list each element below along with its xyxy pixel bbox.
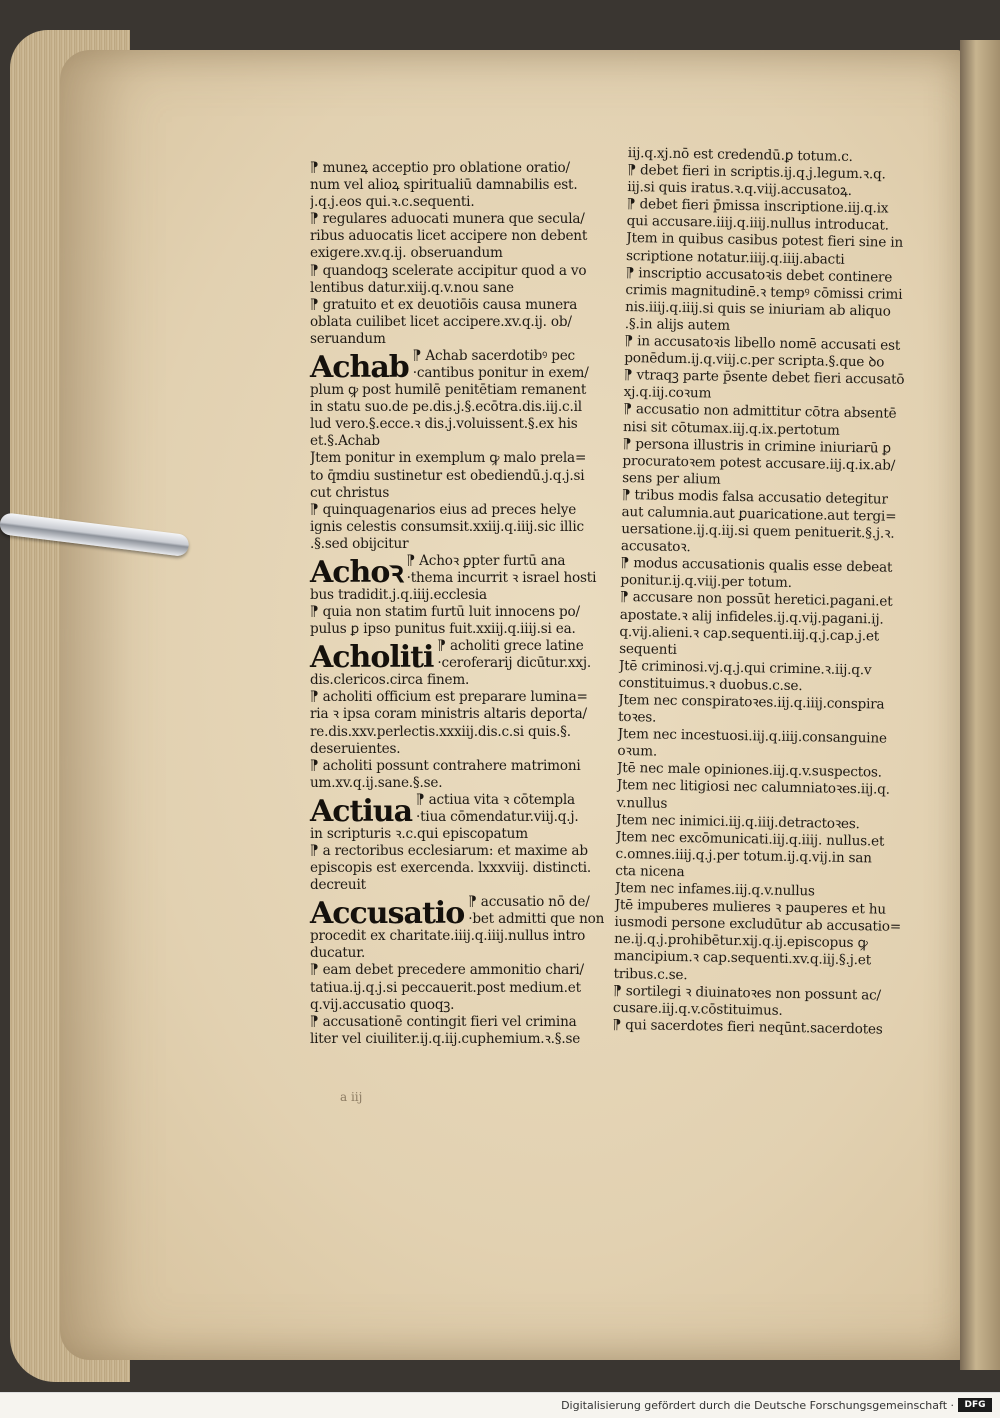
text-line: sens per alium xyxy=(622,469,721,488)
text-line: iusmodi persone excludūtur ab accusatio= xyxy=(614,914,902,936)
text-line: ⁋ quinquagenarios eius ad preces helye xyxy=(310,501,577,518)
entry-heading-achab xyxy=(310,348,618,386)
text-line: v.nullus xyxy=(616,794,668,812)
text-line: nis.iiij.q.iiij.si quis se iniuriam ab aliquo xyxy=(625,298,891,320)
text-line: seruandum xyxy=(310,330,386,347)
lemma-accusatio: Accusatio xyxy=(310,896,465,932)
text-line: ⁋ quia non statim furtū luit innocens po/ xyxy=(310,604,580,621)
lemma-achor: Achoꝛ xyxy=(310,554,403,590)
text-line: j.q.j.eos qui.ꝛ.c.sequenti. xyxy=(310,194,475,211)
text-line: Jtem nec conspiratoꝛes.iij.q.iiij.conspira xyxy=(618,691,885,713)
text-line: exigere.xv.q.ij. obseruandum xyxy=(310,245,503,262)
text-line: ducatur. xyxy=(310,945,366,962)
digitization-footer xyxy=(0,1392,1000,1418)
text-line: bus tradidit.j.q.iiij.ecclesia xyxy=(310,586,487,603)
text-line: ria ꝛ ipsa coram ministris altaris deporta/ xyxy=(310,706,587,723)
text-line: ⁋ persona illustris in crimine iniuriarū ꝑ xyxy=(622,435,892,457)
text-line: .§.sed obijcitur xyxy=(310,535,409,552)
text-line: in statu suo.de pe.dis.j.§.ecōtra.dis.iij.c.il xyxy=(310,399,582,416)
text-line: plum ꝙ post humilē penitētiam remanent xyxy=(310,382,587,399)
text-line: Jtem ponitur in exemplum ꝙ malo prela= xyxy=(310,450,587,467)
text-line: liter vel ciuiliter.ij.q.iij.cuphemium.ꝛ.§.se xyxy=(310,1030,581,1047)
text-line: deseruientes. xyxy=(310,740,401,757)
text-line: ne.ij.q.j.prohibētur.xij.q.ij.episcopus ꝙ xyxy=(613,931,868,952)
text-line: apostate.ꝛ alij infideles.ij.q.vij.pagani.ij. xyxy=(619,606,884,628)
text-line: ⁋ gratuito et ex deuotiōis causa munera xyxy=(310,296,578,313)
lemma-actiua: Actiua xyxy=(310,793,413,829)
heading-side-line: ⁋ Achoꝛ ꝑpter furtū ana xyxy=(406,552,566,569)
text-line: sequenti xyxy=(619,640,677,658)
text-line: ⁋ acholiti officium est preparare lumina= xyxy=(310,689,588,706)
heading-side-line: ·thema incurrit ꝛ israel hosti xyxy=(406,569,597,586)
text-line: um.xv.q.ij.sane.§.se. xyxy=(310,774,443,791)
text-line: ⁋ inscriptio accusatoꝛis debet continere xyxy=(625,264,893,286)
heading-side-line: ·ceroferarij dicūtur.xxj. xyxy=(437,655,591,672)
text-line: dis.clericos.circa finem. xyxy=(310,672,470,689)
heading-side-line: ⁋ acholiti grece latine xyxy=(437,638,584,655)
text-line: ⁋ quandoqꝫ scelerate accipitur quod a vo xyxy=(310,262,587,279)
text-line: ⁋ tribus modis falsa accusatio detegitur xyxy=(621,486,888,508)
text-line: Jtem nec infames.iij.q.v.nullus xyxy=(614,879,815,900)
text-line: Jtem in quibus casibus potest fieri sine in xyxy=(626,230,904,252)
text-line: decreuit xyxy=(310,877,366,894)
text-line: constituimus.ꝛ duobus.c.se. xyxy=(618,674,803,695)
text-line: ⁋ a rectoribus ecclesiarum: et maxime ab xyxy=(310,843,588,859)
text-line: ⁋ in accusatoꝛis libello nomē accusati est xyxy=(624,333,901,354)
text-line: cut christus xyxy=(310,484,390,501)
dfg-logo: DFG xyxy=(958,1398,992,1412)
text-line: pulus ꝑ ipso punitus fuit.xxiij.q.iiij.si ea. xyxy=(310,621,576,638)
text-line: lentibus datur.xiij.q.v.nou sane xyxy=(310,279,514,296)
text-line: nisi sit cōtumax.iij.q.ix.pertotum xyxy=(622,418,840,439)
lemma-acholiti: Acholiti xyxy=(310,640,434,676)
text-line: ponēdum.ij.q.viij.c.per scripta.§.que ꝺo xyxy=(624,350,885,371)
text-line: tatiua.ij.q.j.si peccauerit.post medium.et xyxy=(310,979,581,996)
text-line: ⁋ muneꝝ acceptio pro oblatione oratio/ xyxy=(310,160,570,176)
text-line: accusatoꝛ. xyxy=(620,538,691,556)
text-line: q.vij.accusatio quoqꝫ. xyxy=(310,996,455,1013)
heading-side-line: ·tiua cōmendatur.viij.q.j. xyxy=(416,808,579,825)
text-line: ⁋ debet fieri p̄missa inscriptione.iij.q.ix xyxy=(626,196,889,217)
text-line: qui accusare.iiij.q.iiij.nullus introducat. xyxy=(626,213,889,234)
text-line: ⁋ accusatio non admittitur cōtra absentē xyxy=(623,401,897,423)
text-line: toꝛes. xyxy=(617,709,657,726)
entry-heading-accusatio xyxy=(310,894,618,932)
heading-side-line: ⁋ actiua vita ꝛ cōtempla xyxy=(416,791,575,808)
entry-heading-actiua xyxy=(310,791,618,829)
text-line: cusare.iij.q.v.cōstituimus. xyxy=(612,999,783,1019)
lemma-achab: Achab xyxy=(310,350,409,386)
text-line: uersatione.ij.q.iij.si quem penituerit.§.j.ꝛ. xyxy=(621,521,895,542)
text-line: crimis magnitudinē.ꝛ tempꝰ cōmissi crimi xyxy=(625,281,903,303)
text-line: Jtem nec excōmunicati.iij.q.iiij. nullus.et xyxy=(615,828,885,850)
text-line: oꝛum. xyxy=(617,743,658,760)
text-line: ⁋ vtraqꝫ parte p̄sente debet fieri accusatō xyxy=(623,367,905,389)
text-line: Jtē criminosi.vj.q.j.qui crimine.ꝛ.iij.q.v xyxy=(618,657,872,679)
text-line: ⁋ eam debet precedere ammonitio chari/ xyxy=(310,962,584,979)
entry-heading-achor xyxy=(310,552,618,590)
text-line: iij.q.xj.nō est credendū.ꝑ totum.c. xyxy=(627,145,853,165)
heading-side-line: ·bet admitti que non xyxy=(468,911,605,928)
text-line: cta nicena xyxy=(615,862,685,881)
text-line: scriptione notatur.iiij.q.iiij.abacti xyxy=(625,247,845,268)
text-line: q.vij.alieni.ꝛ cap.sequenti.iij.q.j.cap.j.et xyxy=(619,623,880,645)
text-line: ⁋ debet fieri in scriptis.ij.q.j.legum.ꝛ.q. xyxy=(627,162,886,183)
text-line: c.omnes.iiij.q.j.per totum.ij.q.vij.in san xyxy=(615,845,872,867)
text-line: lud vero.§.ecce.ꝛ dis.j.voluissent.§.ex his xyxy=(310,416,578,433)
text-line: procuratoꝛem potest accusare.iij.q.ix.ab/ xyxy=(622,452,896,474)
text-line: Jtem nec inimici.iij.q.iiij.detractoꝛes. xyxy=(616,811,860,832)
text-line: iij.si quis iratus.ꝛ.q.viij.accusatoꝝ. xyxy=(627,179,852,200)
left-text-column xyxy=(310,160,618,1048)
text-line: tribus.c.se. xyxy=(613,965,688,983)
text-line: episcopis est exercenda. lxxxviij. distincti. xyxy=(310,860,592,877)
text-line: ⁋ regulares aduocati munera que secula/ xyxy=(310,211,585,228)
funding-note: Digitalisierung gefördert durch die Deutsche Forschungsgemeinschaft · xyxy=(561,1399,954,1412)
text-line: ribus aduocatis licet accipere non debent xyxy=(310,228,588,245)
text-line: procedit ex charitate.iiij.q.iiij.nullus intro xyxy=(310,928,586,945)
text-line: re.dis.xxv.perlectis.xxxiij.dis.c.si quis.§. xyxy=(310,723,571,740)
text-line: ponitur.ij.q.viij.per totum. xyxy=(620,572,792,592)
signature-mark: a iij xyxy=(340,1090,363,1104)
facing-page-edge xyxy=(960,40,1000,1370)
heading-side-line: ·cantibus ponitur in exem/ xyxy=(412,365,589,382)
text-line: ⁋ accusare non possūt heretici.pagani.et xyxy=(619,589,893,611)
text-line: ⁋ qui sacerdotes fieri neqūnt.sacerdotes xyxy=(612,1016,883,1038)
text-line: Jtē impuberes mulieres ꝛ pauperes et hu xyxy=(614,897,887,918)
text-line: to q̄mdiu sustinetur est obediendū.j.q.j.si xyxy=(310,467,585,484)
text-line: num vel alioꝝ spiritualiū damnabilis est. xyxy=(310,177,578,194)
text-line: Jtē nec male opiniones.iij.q.v.suspectos. xyxy=(616,760,883,781)
text-line: ⁋ acholiti possunt contrahere matrimoni xyxy=(310,757,581,774)
text-line: et.§.Achab xyxy=(310,433,380,450)
text-line: oblata cuilibet licet accipere.xv.q.ij. ob/ xyxy=(310,313,572,330)
text-line: ⁋ sortilegi ꝛ diuinatoꝛes non possunt ac/ xyxy=(613,982,881,1004)
text-line: aut calumnia.aut ꝑuaricatione.aut tergi= xyxy=(621,503,897,525)
heading-side-line: ⁋ accusatio nō de/ xyxy=(468,894,590,911)
right-text-column xyxy=(612,145,937,1039)
entry-heading-acholiti xyxy=(310,638,618,676)
text-line: .§.in alijs autem xyxy=(624,315,731,334)
text-line: in scripturis ꝛ.c.qui episcopatum xyxy=(310,825,528,842)
text-line: xj.q.iij.coꝛum xyxy=(623,384,712,402)
heading-side-line: ⁋ Achab sacerdotibꝰ pec xyxy=(412,348,575,365)
text-line: mancipium.ꝛ cap.sequenti.xv.q.iij.§.j.et xyxy=(613,948,872,969)
text-line: ⁋ accusationē contingit fieri vel crimina xyxy=(310,1013,577,1030)
text-line: ignis celestis consumsit.xxiij.q.iiij.sic illic xyxy=(310,518,584,535)
text-line: Jtem nec incestuosi.iij.q.iiij.consanguine xyxy=(617,726,887,747)
text-line: ⁋ modus accusationis qualis esse debeat xyxy=(620,555,893,576)
text-line: Jtem nec litigiosi nec calumniatoꝛes.iij.q. xyxy=(616,777,890,799)
